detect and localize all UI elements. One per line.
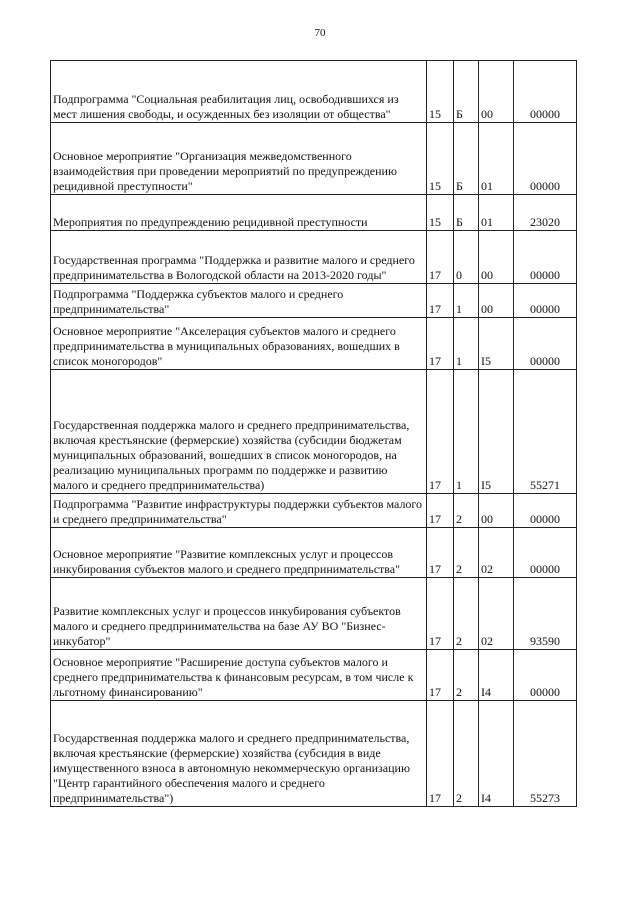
direction-code: 00000 [514,284,577,318]
activity-code: 00 [479,61,514,123]
table-row [51,701,577,807]
subprogram-code: 2 [454,650,479,701]
activity-code: 02 [479,528,514,578]
subprogram-code: Б [454,195,479,231]
table-row [51,195,577,231]
subprogram-code: 2 [454,701,479,807]
row-name: Государственная программа "Поддержка и развитие малого и среднего предпринимательства в Вологодской области на 2013-2020 годы" [51,231,427,284]
direction-code: 23020 [514,195,577,231]
table-row [51,578,577,650]
activity-code: 01 [479,123,514,195]
program-code: 15 [427,123,454,195]
activity-code: 02 [479,578,514,650]
program-code: 17 [427,578,454,650]
program-code: 15 [427,61,454,123]
page-number: 70 [314,27,326,39]
table-row [51,528,577,578]
subprogram-code: Б [454,123,479,195]
direction-code: 00000 [514,494,577,528]
row-name: Мероприятия по предупреждению рецидивной преступности [51,195,427,231]
direction-code: 00000 [514,650,577,701]
row-name: Основное мероприятие "Акселерация субъектов малого и среднего предпринимательства в муниципальных образованиях, вошедших в список моногородов" [51,318,427,370]
row-name: Подпрограмма "Развитие инфраструктуры поддержки субъектов малого и среднего предпринимательства" [51,494,427,528]
row-name: Развитие комплексных услуг и процессов инкубирования субъектов малого и среднего предпринимательства на базе АУ ВО "Бизнес-инкубатор" [51,578,427,650]
direction-code: 00000 [514,318,577,370]
direction-code: 00000 [514,123,577,195]
table-row [51,370,577,494]
direction-code: 00000 [514,528,577,578]
direction-code: 00000 [514,231,577,284]
table-row [51,284,577,318]
program-code: 17 [427,284,454,318]
program-code: 17 [427,528,454,578]
subprogram-code: 2 [454,528,479,578]
row-name: Государственная поддержка малого и среднего предпринимательства, включая крестьянские (фермерские) хозяйства (субсидия в виде имущественного взноса в автономную некоммерческую организацию "Центр гарантийного обеспечения малого и среднего предпринимательства") [51,701,427,807]
subprogram-code: Б [454,61,479,123]
subprogram-code: 2 [454,578,479,650]
table-row [51,650,577,701]
program-code: 17 [427,231,454,284]
activity-code: 01 [479,195,514,231]
row-name: Основное мероприятие "Расширение доступа субъектов малого и среднего предпринимательства к финансовым ресурсам, в том числе к льготному финансированию" [51,650,427,701]
table-row [51,494,577,528]
activity-code: 00 [479,284,514,318]
program-code: 17 [427,318,454,370]
program-code: 17 [427,701,454,807]
direction-code: 93590 [514,578,577,650]
budget-classification-table [50,60,577,807]
row-name: Подпрограмма "Поддержка субъектов малого и среднего предпринимательства" [51,284,427,318]
activity-code: I4 [479,701,514,807]
table-row [51,231,577,284]
activity-code: 00 [479,494,514,528]
table-row [51,318,577,370]
activity-code: I5 [479,370,514,494]
activity-code: 00 [479,231,514,284]
table-row [51,61,577,123]
row-name: Государственная поддержка малого и среднего предпринимательства, включая крестьянские (фермерские) хозяйства (субсидии бюджетам муниципальных образований, вошедших в список моногородов, на реализацию муниципальных программ по поддержке и развитию малого и среднего предпринимательства) [51,370,427,494]
program-code: 15 [427,195,454,231]
activity-code: I4 [479,650,514,701]
direction-code: 55271 [514,370,577,494]
direction-code: 00000 [514,61,577,123]
subprogram-code: 1 [454,370,479,494]
program-code: 17 [427,494,454,528]
activity-code: I5 [479,318,514,370]
direction-code: 55273 [514,701,577,807]
row-name: Подпрограмма "Социальная реабилитация лиц, освободившихся из мест лишения свободы, и осужденных без изоляции от общества" [51,61,427,123]
subprogram-code: 1 [454,318,479,370]
subprogram-code: 1 [454,284,479,318]
row-name: Основное мероприятие "Организация межведомственного взаимодействия при проведении мероприятий по предупреждению рецидивной преступности" [51,123,427,195]
program-code: 17 [427,650,454,701]
program-code: 17 [427,370,454,494]
subprogram-code: 0 [454,231,479,284]
subprogram-code: 2 [454,494,479,528]
table-row [51,123,577,195]
row-name: Основное мероприятие "Развитие комплексных услуг и процессов инкубирования субъектов малого и среднего предпринимательства" [51,528,427,578]
